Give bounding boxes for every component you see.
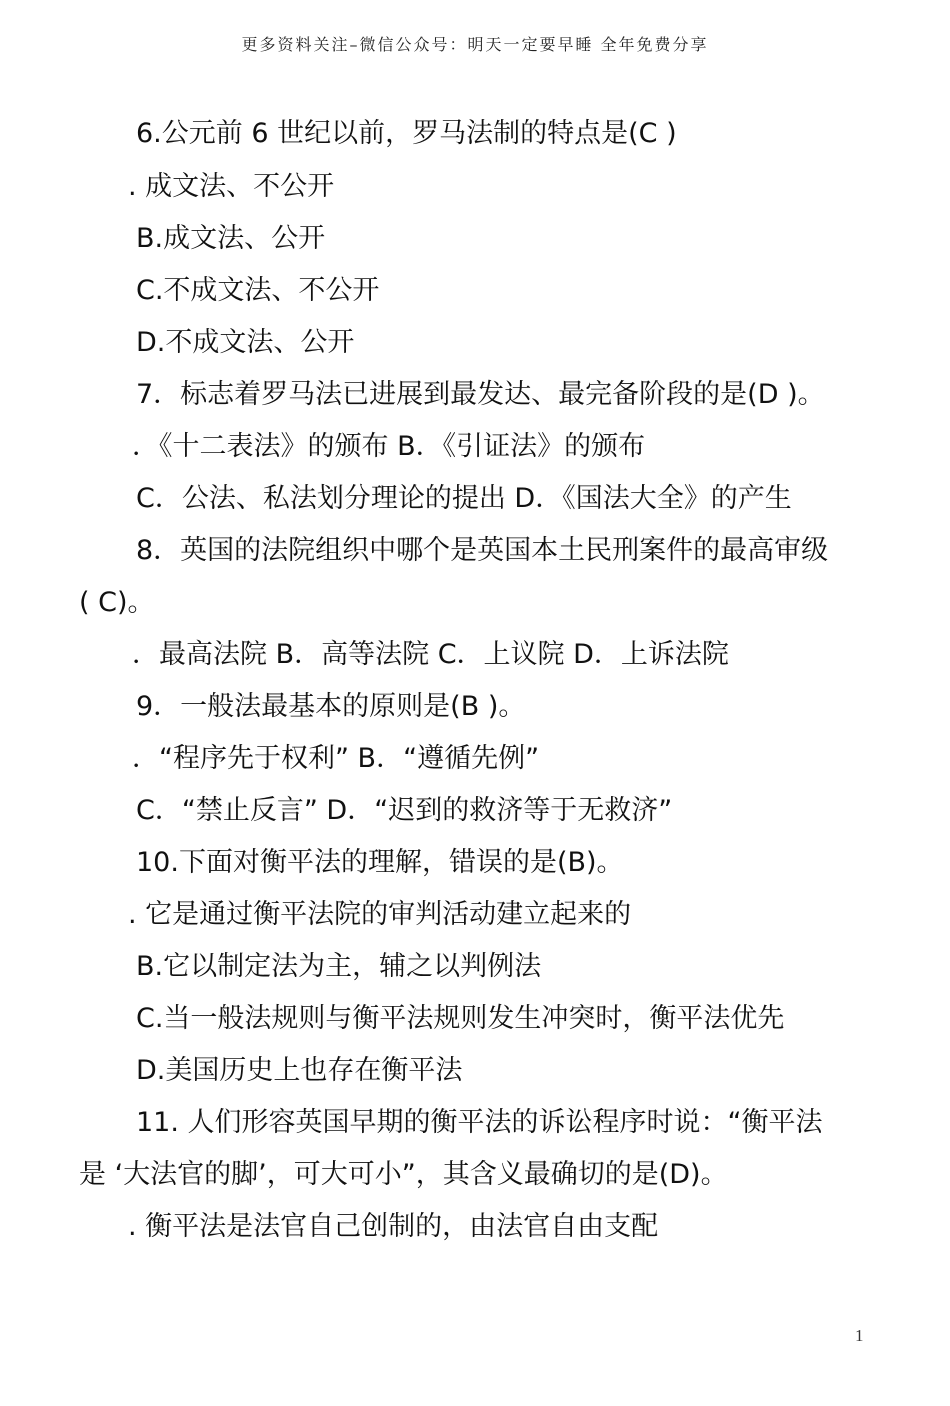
question-8-stem: 8．英国的法院组织中哪个是英国本土民刑案件的最高审级 [136, 535, 829, 566]
question-9-options-ab: ．“程序先于权利” B．“遵循先例” [132, 743, 540, 774]
question-7-stem: 7．标志着罗马法已进展到最发达、最完备阶段的是(D )。 [136, 379, 825, 410]
question-6-option-d: D.不成文法、公开 [136, 327, 355, 358]
question-8-options: ．最高法院 B．高等法院 C．上议院 D．上诉法院 [132, 639, 729, 670]
question-6-stem: 6.公元前 6 世纪以前，罗马法制的特点是(C ) [136, 118, 677, 149]
question-6-option-a: . 成文法、不公开 [128, 171, 335, 202]
question-7-options-cd: C．公法、私法划分理论的提出 D．《国法大全》的产生 [136, 483, 792, 514]
question-10-option-d: D.美国历史上也存在衡平法 [136, 1055, 463, 1086]
question-11-option-a: . 衡平法是法官自己创制的，由法官自由支配 [128, 1211, 659, 1242]
question-9-options-cd: C．“禁止反言” D．“迟到的救济等于无救济” [136, 795, 673, 826]
page-header: 更多资料关注–微信公众号：明天一定要早睡 全年免费分享 [241, 35, 709, 54]
question-7-options-ab: ．《十二表法》的颁布 B．《引证法》的颁布 [132, 431, 646, 462]
question-11-stem: 11. 人们形容英国早期的衡平法的诉讼程序时说：“衡平法 [136, 1107, 823, 1138]
question-10-stem: 10.下面对衡平法的理解，错误的是(B)。 [136, 847, 624, 878]
question-6-option-b: B.成文法、公开 [136, 223, 326, 254]
question-9-stem: 9．一般法最基本的原则是(B )。 [136, 691, 526, 722]
question-10-option-c: C.当一般法规则与衡平法规则发生冲突时，衡平法优先 [136, 1003, 785, 1034]
question-11-stem-continued: 是 ‘大法官的脚’，可大可小”，其含义最确切的是(D)。 [79, 1159, 728, 1190]
question-6-option-c: C.不成文法、不公开 [136, 275, 380, 306]
question-10-option-b: B.它以制定法为主，辅之以判例法 [136, 951, 542, 982]
page-number: 1 [855, 1326, 864, 1345]
question-10-option-a: . 它是通过衡平法院的审判活动建立起来的 [128, 899, 632, 930]
question-8-stem-continued: ( C)。 [79, 587, 155, 618]
